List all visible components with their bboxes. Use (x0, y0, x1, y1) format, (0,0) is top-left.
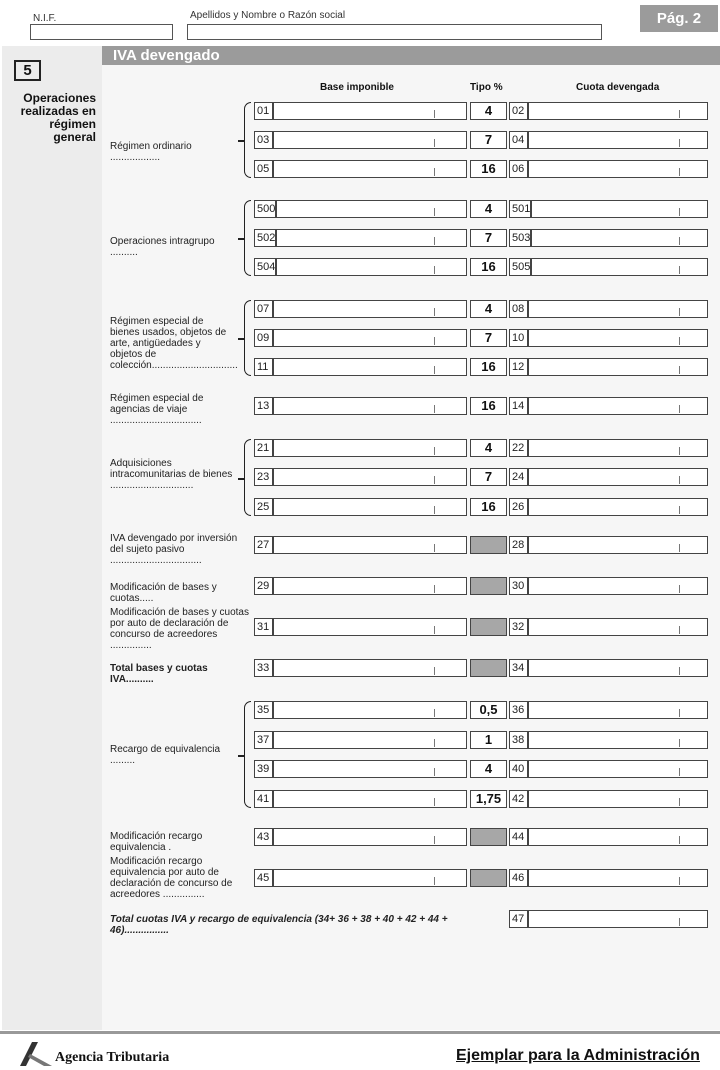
base-imponible-field[interactable] (273, 790, 467, 808)
cuota-devengada-field[interactable] (528, 659, 708, 677)
total-field[interactable] (528, 910, 708, 928)
base-decimal-tick (434, 798, 435, 806)
base-decimal-tick (434, 739, 435, 747)
cuota-decimal-tick (679, 308, 680, 316)
total-tick (679, 918, 680, 926)
cuota-devengada-field[interactable] (528, 439, 708, 457)
cuota-code: 36 (509, 701, 528, 719)
cuota-code: 32 (509, 618, 528, 636)
group-brace (244, 300, 251, 376)
cuota-devengada-field[interactable] (528, 102, 708, 120)
base-imponible-field[interactable] (276, 229, 467, 247)
nif-field[interactable] (30, 24, 173, 40)
base-imponible-field[interactable] (273, 102, 467, 120)
base-code: 33 (254, 659, 273, 677)
base-code: 43 (254, 828, 273, 846)
cuota-code: 26 (509, 498, 528, 516)
base-code: 41 (254, 790, 273, 808)
base-decimal-tick (434, 168, 435, 176)
cuota-devengada-field[interactable] (528, 536, 708, 554)
footer-copy-label: Ejemplar para la Administración (456, 1047, 700, 1064)
tipo-rate: 4 (470, 300, 507, 318)
cuota-decimal-tick (679, 366, 680, 374)
cuota-code: 22 (509, 439, 528, 457)
tipo-rate: 1,75 (470, 790, 507, 808)
tipo-rate (470, 828, 507, 846)
cuota-devengada-field[interactable] (528, 300, 708, 318)
cuota-decimal-tick (679, 405, 680, 413)
base-code: 37 (254, 731, 273, 749)
cuota-devengada-field[interactable] (531, 200, 708, 218)
base-code: 504 (254, 258, 276, 276)
cuota-devengada-field[interactable] (528, 397, 708, 415)
cuota-decimal-tick (679, 544, 680, 552)
cuota-decimal-tick (679, 798, 680, 806)
cuota-decimal-tick (679, 768, 680, 776)
base-decimal-tick (434, 110, 435, 118)
group-brace (244, 102, 251, 178)
cuota-decimal-tick (679, 237, 680, 245)
cuota-code: 24 (509, 468, 528, 486)
tipo-rate (470, 618, 507, 636)
section-description: Operaciones realizadas en régimen general (20, 91, 96, 144)
base-code: 35 (254, 701, 273, 719)
total-label: Total cuotas IVA y recargo de equivalencia (34+ 36 + 38 + 40 + 42 + 44 + 46)................ (110, 914, 448, 936)
base-code: 31 (254, 618, 273, 636)
tipo-rate (470, 577, 507, 595)
cuota-devengada-field[interactable] (531, 229, 708, 247)
group-brace-point (238, 338, 244, 340)
base-imponible-field[interactable] (273, 577, 467, 595)
cuota-devengada-field[interactable] (528, 618, 708, 636)
cuota-decimal-tick (679, 836, 680, 844)
base-decimal-tick (434, 266, 435, 274)
base-imponible-field[interactable] (273, 358, 467, 376)
group-brace (244, 439, 251, 516)
base-decimal-tick (434, 709, 435, 717)
base-code: 500 (254, 200, 276, 218)
group-brace-point (238, 755, 244, 757)
base-imponible-field[interactable] (273, 618, 467, 636)
base-decimal-tick (434, 366, 435, 374)
base-imponible-field[interactable] (273, 659, 467, 677)
base-code: 45 (254, 869, 273, 887)
column-header-base: Base imponible (320, 82, 394, 93)
base-imponible-field[interactable] (273, 439, 467, 457)
cuota-code: 42 (509, 790, 528, 808)
cuota-devengada-field[interactable] (528, 577, 708, 595)
base-imponible-field[interactable] (273, 131, 467, 149)
base-decimal-tick (434, 585, 435, 593)
base-code: 29 (254, 577, 273, 595)
base-imponible-field[interactable] (273, 397, 467, 415)
cuota-code: 10 (509, 329, 528, 347)
base-code: 13 (254, 397, 273, 415)
cuota-code: 501 (509, 200, 531, 218)
cuota-decimal-tick (679, 337, 680, 345)
base-imponible-field[interactable] (273, 760, 467, 778)
cuota-code: 38 (509, 731, 528, 749)
base-imponible-field[interactable] (273, 536, 467, 554)
group-brace-point (238, 478, 244, 480)
cuota-code: 04 (509, 131, 528, 149)
page-number: Pág. 2 (640, 5, 718, 32)
base-imponible-field[interactable] (273, 160, 467, 178)
tipo-rate: 16 (470, 258, 507, 276)
base-imponible-field[interactable] (273, 869, 467, 887)
base-decimal-tick (434, 877, 435, 885)
cuota-devengada-field[interactable] (528, 358, 708, 376)
base-decimal-tick (434, 208, 435, 216)
tipo-rate (470, 869, 507, 887)
cuota-code: 06 (509, 160, 528, 178)
group-brace-point (238, 140, 244, 142)
cuota-code: 503 (509, 229, 531, 247)
group-label: Total bases y cuotas IVA.......... (110, 663, 208, 685)
tipo-rate: 16 (470, 358, 507, 376)
tipo-rate: 7 (470, 131, 507, 149)
cuota-decimal-tick (679, 168, 680, 176)
cuota-code: 12 (509, 358, 528, 376)
cuota-code: 505 (509, 258, 531, 276)
cuota-devengada-field[interactable] (528, 160, 708, 178)
footer-organization: Agencia Tributaria (55, 1050, 170, 1065)
cuota-code: 40 (509, 760, 528, 778)
base-code: 25 (254, 498, 273, 516)
base-decimal-tick (434, 667, 435, 675)
base-decimal-tick (434, 405, 435, 413)
cuota-decimal-tick (679, 266, 680, 274)
cuota-devengada-field[interactable] (528, 329, 708, 347)
base-code: 07 (254, 300, 273, 318)
tipo-rate (470, 536, 507, 554)
cuota-decimal-tick (679, 139, 680, 147)
column-header-cuota: Cuota devengada (576, 82, 660, 93)
base-code: 39 (254, 760, 273, 778)
base-code: 23 (254, 468, 273, 486)
group-label: Adquisiciones intracomunitarias de bienes .............................. (110, 458, 233, 491)
tipo-rate: 7 (470, 229, 507, 247)
tipo-rate: 4 (470, 760, 507, 778)
cuota-devengada-field[interactable] (528, 869, 708, 887)
base-decimal-tick (434, 836, 435, 844)
cuota-devengada-field[interactable] (528, 131, 708, 149)
total-code: 47 (509, 910, 528, 928)
cuota-decimal-tick (679, 208, 680, 216)
tipo-rate: 4 (470, 200, 507, 218)
cuota-code: 30 (509, 577, 528, 595)
base-imponible-field[interactable] (273, 468, 467, 486)
base-imponible-field[interactable] (273, 329, 467, 347)
tipo-rate: 4 (470, 102, 507, 120)
group-label: Modificación recargo equivalencia por auto de declaración de concurso de acreedores ............... (110, 856, 233, 900)
cuota-code: 46 (509, 869, 528, 887)
base-decimal-tick (434, 447, 435, 455)
cuota-devengada-field[interactable] (528, 731, 708, 749)
group-label: Modificación de bases y cuotas..... (110, 582, 217, 604)
base-imponible-field[interactable] (273, 300, 467, 318)
tipo-rate (470, 659, 507, 677)
base-code: 05 (254, 160, 273, 178)
group-brace (244, 701, 251, 808)
base-decimal-tick (434, 476, 435, 484)
cuota-decimal-tick (679, 877, 680, 885)
tipo-rate: 7 (470, 329, 507, 347)
tipo-rate: 16 (470, 397, 507, 415)
base-decimal-tick (434, 337, 435, 345)
group-label: Recargo de equivalencia ......... (110, 744, 221, 766)
cuota-devengada-field[interactable] (528, 828, 708, 846)
base-imponible-field[interactable] (273, 828, 467, 846)
cuota-decimal-tick (679, 739, 680, 747)
cuota-decimal-tick (679, 476, 680, 484)
cuota-decimal-tick (679, 506, 680, 514)
name-field[interactable] (187, 24, 602, 40)
base-decimal-tick (434, 626, 435, 634)
cuota-decimal-tick (679, 626, 680, 634)
tipo-rate: 16 (470, 160, 507, 178)
tipo-rate: 7 (470, 468, 507, 486)
base-decimal-tick (434, 768, 435, 776)
cuota-code: 28 (509, 536, 528, 554)
base-decimal-tick (434, 139, 435, 147)
cuota-devengada-field[interactable] (528, 701, 708, 719)
base-code: 03 (254, 131, 273, 149)
group-label: Operaciones intragrupo .......... (110, 236, 215, 258)
cuota-devengada-field[interactable] (528, 790, 708, 808)
cuota-devengada-field[interactable] (531, 258, 708, 276)
base-imponible-field[interactable] (273, 498, 467, 516)
name-label: Apellidos y Nombre o Razón social (190, 10, 346, 21)
footer-rule (0, 1031, 720, 1034)
nif-label: N.I.F. (33, 13, 57, 24)
cuota-devengada-field[interactable] (528, 468, 708, 486)
tipo-rate: 4 (470, 439, 507, 457)
section-number: 5 (14, 60, 41, 81)
tipo-rate: 16 (470, 498, 507, 516)
base-code: 09 (254, 329, 273, 347)
base-decimal-tick (434, 506, 435, 514)
cuota-code: 34 (509, 659, 528, 677)
base-code: 27 (254, 536, 273, 554)
group-label: Modificación recargo equivalencia . (110, 831, 203, 853)
base-code: 21 (254, 439, 273, 457)
cuota-devengada-field[interactable] (528, 760, 708, 778)
cuota-code: 08 (509, 300, 528, 318)
group-label: Régimen especial de agencias de viaje ................................. (110, 393, 204, 426)
cuota-code: 02 (509, 102, 528, 120)
base-decimal-tick (434, 544, 435, 552)
group-label: Régimen especial de bienes usados, objetos de arte, antigüedades y objetos de colección............................... (110, 316, 238, 371)
cuota-devengada-field[interactable] (528, 498, 708, 516)
cuota-decimal-tick (679, 447, 680, 455)
base-code: 11 (254, 358, 273, 376)
agency-logo-icon (18, 1038, 54, 1068)
group-brace-point (238, 238, 244, 240)
section-title: IVA devengado (113, 47, 220, 64)
group-label: Régimen ordinario .................. (110, 141, 192, 163)
cuota-decimal-tick (679, 110, 680, 118)
tipo-rate: 0,5 (470, 701, 507, 719)
base-imponible-field[interactable] (276, 258, 467, 276)
base-decimal-tick (434, 237, 435, 245)
base-code: 502 (254, 229, 276, 247)
base-imponible-field[interactable] (273, 701, 467, 719)
group-label: Modificación de bases y cuotas por auto de declaración de concurso de acreedores ............... (110, 607, 249, 651)
base-imponible-field[interactable] (276, 200, 467, 218)
cuota-decimal-tick (679, 585, 680, 593)
cuota-decimal-tick (679, 709, 680, 717)
cuota-code: 14 (509, 397, 528, 415)
group-label: IVA devengado por inversión del sujeto pasivo ................................. (110, 533, 238, 566)
cuota-code: 44 (509, 828, 528, 846)
base-decimal-tick (434, 308, 435, 316)
base-imponible-field[interactable] (273, 731, 467, 749)
group-brace (244, 200, 251, 276)
cuota-decimal-tick (679, 667, 680, 675)
base-code: 01 (254, 102, 273, 120)
tipo-rate: 1 (470, 731, 507, 749)
column-header-tipo: Tipo % (470, 82, 503, 93)
